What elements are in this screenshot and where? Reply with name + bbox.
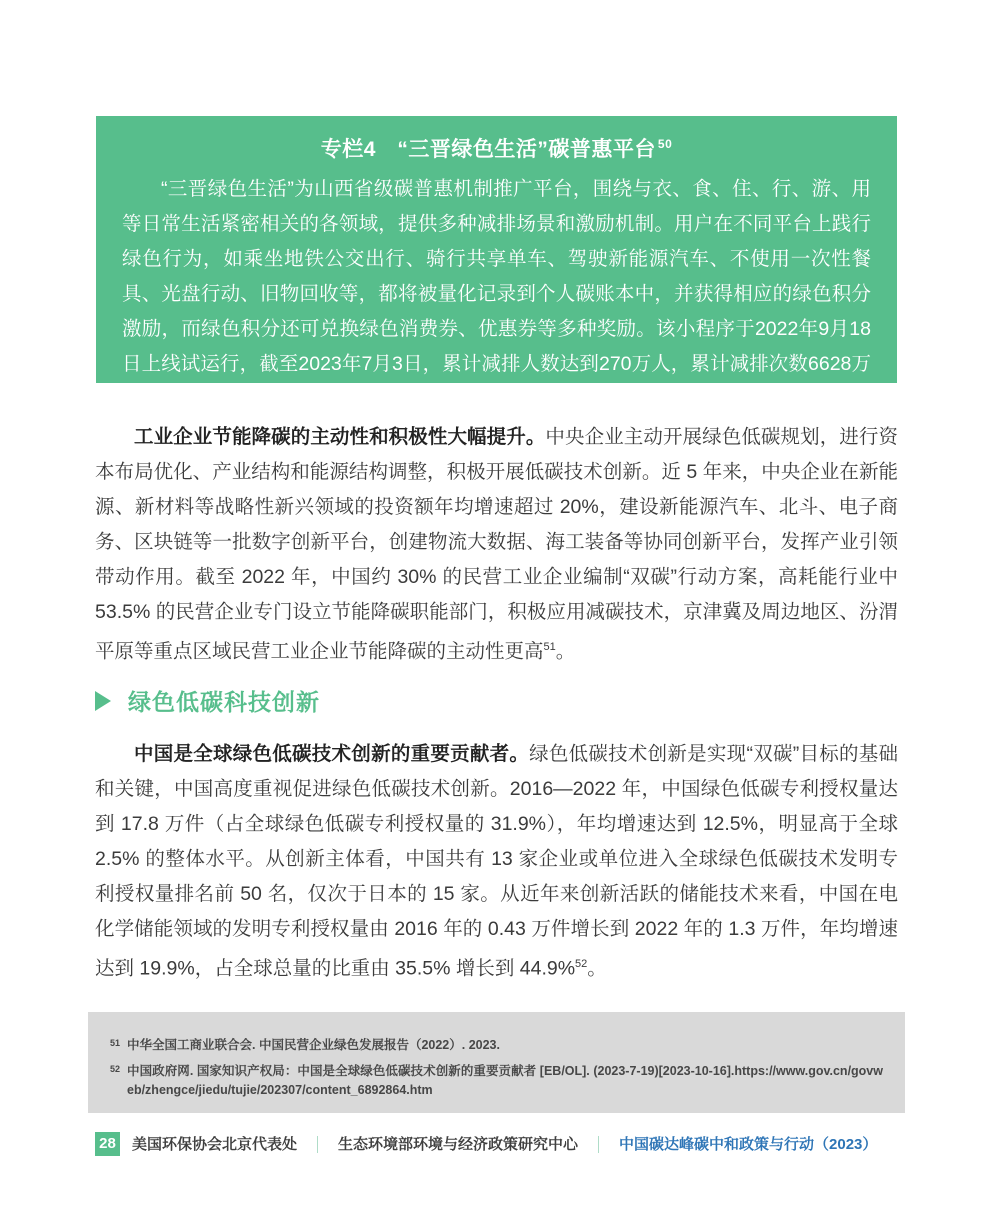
footer-org-edf: 美国环保协会北京代表处 [132,1136,298,1153]
page-footer [95,1131,925,1156]
footnotes-panel [88,1012,905,1113]
footnote-ref-52: 52 [575,958,588,970]
paragraph-body-text: 中央企业主动开展绿色低碳规划，进行资本布局优化、产业结构和能源结构调整，积极开展低碳技术创新。近 5 年来，中央企业在新能源、新材料等战略性新兴领域的投资额年均增速超过 20%，建设新能源汽车、北斗、电子商务、区块链等一批数字创新平台，创建物流大数据、海工装备等协同创新平台，发挥产业引领带动作用。截至 2022 年，中国约 30% 的民营工业企业编制“双碳”行动方案，高耗能行业中 53.5% 的民营企业专门设立节能降碳职能部门，积极应用减碳技术，京津冀及周边地区、汾渭平原等重点区域民营工业企业节能降碳的主动性更高 [95,426,898,663]
paragraph-lead-bold: 工业企业节能降碳的主动性和积极性大幅提升。 [134,426,546,448]
paragraph-tail: 。 [587,957,607,980]
footer-document-title: 中国碳达峰碳中和政策与行动（2023） [619,1136,878,1153]
footnote-number: 51 [110,1038,121,1048]
section-title: 绿色低碳科技创新 [128,689,320,715]
paragraph-body-text: 绿色低碳技术创新是实现“双碳”目标的基础和关键，中国高度重视促进绿色低碳技术创新。2016—2022 年，中国绿色低碳专利授权量达到 17.8 万件（占全球绿色低碳专利授权量的 31.9%），年均增速达到 12.5%，明显高于全球 2.5% 的整体水平。从创新主体看，中国共有 13 家企业或单位进入全球绿色低碳技术发明专利授权量排名前 50 名，仅次于日本的 15 家。从近年来创新活跃的储能技术来看，中国在电化学储能领域的发明专利授权量由 2016 年的 0.43 万件增长到 2022 年的 1.3 万件，年均增速达到 19.9%，占全球总量的比重由 35.5% 增长到 44.9% [95,743,898,980]
paragraph-lead-bold: 中国是全球绿色低碳技术创新的重要贡献者。 [134,743,530,765]
section-header-green-tech [95,684,320,717]
box4-title-text: 专栏4 “三晋绿色生活”碳普惠平台 [320,138,656,161]
footer-separator: ｜ [590,1136,608,1155]
footnote-number: 52 [110,1064,121,1074]
footer-org-prcee: 生态环境部环境与经济政策研究中心 [338,1136,579,1153]
paragraph-industry-energy-saving [95,420,898,670]
box4-body-text: “三晋绿色生活”为山西省级碳普惠机制推广平台，围绕与衣、食、住、行、游、用等日常生活紧密相关的各领域，提供多种减排场景和激励机制。用户在不同平台上践行绿色行为，如乘坐地铁公交出行、骑行共享单车、驾驶新能源汽车、不使用一次性餐具、光盘行动、旧物回收等，都将被量化记录到个人碳账本中，并获得相应的绿色积分激励，而绿色积分还可兑换绿色消费券、优惠券等多种奖励。该小程序于2022年9月18日上线试运行，截至2023年7月3日，累计减排人数达到270万人，累计减排次数6628万次，累计减排二氧化碳6.65万吨。 [122,178,871,410]
footnote-ref-51: 51 [543,641,556,653]
box4-footnote-ref: 50 [657,137,673,151]
box4-callout [96,116,897,410]
box4-title [122,128,871,166]
paragraph-green-tech-innovation [95,737,898,987]
footnote-51 [110,1036,883,1055]
footer-separator: ｜ [309,1136,327,1155]
paragraph-tail: 。 [555,640,576,663]
footnote-text: 中国政府网. 国家知识产权局：中国是全球绿色低碳技术创新的重要贡献者 [EB/OL]. (2023-7-19)[2023-10-16].https://www.gov.cn/govweb/zhengce/jiedu/tujie/202307/content_6892864.htm [127,1064,883,1097]
triangle-bullet-icon [95,691,111,711]
footnote-52 [110,1062,883,1100]
page-number-badge: 28 [95,1132,120,1156]
footnote-text: 中华全国工商业联合会. 中国民营企业绿色发展报告（2022）. 2023. [127,1038,500,1052]
